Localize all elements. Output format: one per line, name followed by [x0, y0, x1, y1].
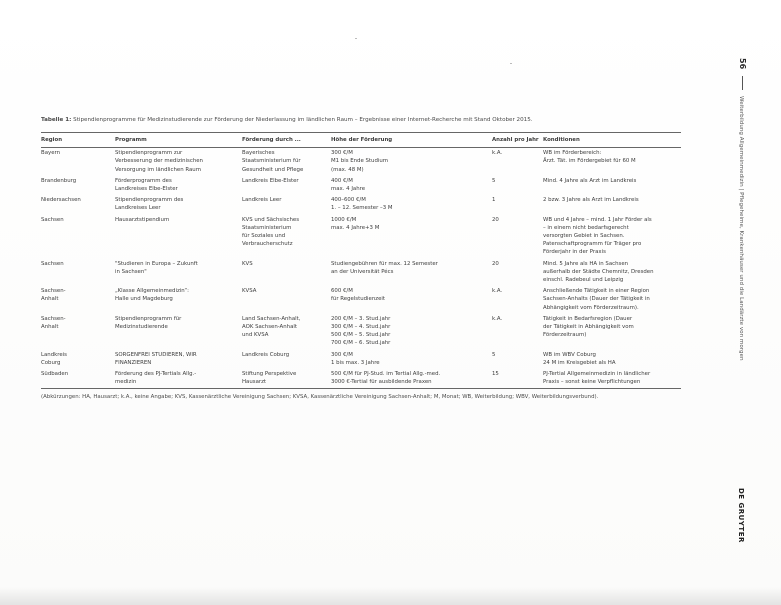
cell-anzahl: [492, 215, 543, 259]
table-caption: [41, 116, 681, 124]
cell-foerderung: [242, 215, 331, 259]
cell-line: Stipendienprogramm für: [115, 315, 182, 322]
cell-line: 200 €/M – 3. Stud.jahr: [331, 315, 391, 322]
cell-line: Niedersachsen: [41, 197, 81, 204]
cell-line: k.A.: [492, 315, 503, 322]
table-header-row: [41, 133, 681, 148]
cell-line: 5: [492, 177, 496, 184]
cell-line: Mind. 5 Jahre als HA in Sachsen: [543, 260, 629, 267]
cell-line: medizin: [115, 379, 137, 386]
page-number-rule: [742, 76, 743, 90]
cell-anzahl: [492, 195, 543, 214]
cell-line: "Studieren in Europa – Zukunft: [115, 260, 198, 267]
cell-line: Anschließende Tätigkeit in einer Region: [543, 288, 650, 295]
cell-anzahl: [492, 148, 543, 176]
cell-line: Ärzt. Tät. im Fördergebiet für 60 M: [543, 158, 636, 165]
table-row: [41, 148, 681, 176]
cell-line: Stipendienprogramm zur: [115, 150, 183, 157]
cell-region: [41, 176, 115, 195]
cell-line: Anhalt: [41, 296, 59, 303]
publisher-logo: DE GRUYTER: [737, 488, 745, 543]
cell-line: Bayerisches: [242, 150, 275, 157]
caption-label: Tabelle 1:: [41, 117, 72, 123]
cell-line: einschl. Radebeul und Leipzig: [543, 277, 624, 284]
table-footnote: (Abkürzungen: HA, Hausarzt; k.A., keine Angabe; KVS, Kassenärztliche Vereinigung Sachsen; KVSA, Kassenärztliche Vereinigung Sachsen-Anhalt; M, Monat; WB, Weiterbildung; WBV, Weiterbildungsverbund).: [41, 394, 599, 401]
cell-line: 500 €/M für PJ-Stud. im Tertial Allg.-med.: [331, 371, 441, 378]
cell-programm: [115, 215, 242, 259]
cell-line: Landkreises Leer: [115, 205, 161, 212]
cell-line: Förderjahr in der Praxis: [543, 249, 606, 256]
cell-programm: [115, 148, 242, 176]
scholarship-table: [41, 132, 681, 389]
cell-region: [41, 259, 115, 287]
cell-line: 20: [492, 216, 499, 223]
cell-konditionen: [543, 176, 681, 195]
caption-text: Stipendienprogramme für Medizinstudierende zur Förderung der Niederlassung im ländlichen Raum – Ergebnisse einer Internet-Recherche mit Stand Oktober 2015.: [73, 117, 533, 123]
table-row: [41, 215, 681, 259]
cell-line: Abhängigkeit vom Förderzeitraum).: [543, 304, 639, 311]
cell-line: PJ-Tertial Allgemeinmedizin in ländlicher: [543, 371, 651, 378]
cell-line: KVS: [242, 260, 253, 267]
cell-line: 500 €/M – 5. Stud.jahr: [331, 332, 391, 339]
cell-line: Bayern: [41, 150, 61, 157]
cell-programm: [115, 259, 242, 287]
cell-foerderung: [242, 314, 331, 350]
cell-hoehe: [331, 195, 492, 214]
cell-region: [41, 369, 115, 389]
cell-line: 2 bzw. 3 Jahre als Arzt im Landkreis: [543, 197, 639, 204]
cell-programm: [115, 176, 242, 195]
table-row: [41, 259, 681, 287]
cell-line: KVSA: [242, 288, 257, 295]
cell-line: Verbesserung der medizinischen: [115, 158, 203, 165]
cell-line: Sachsen: [41, 216, 64, 223]
table-row: [41, 350, 681, 369]
cell-line: 15: [492, 371, 499, 378]
cell-line: für Regelstudienzeit: [331, 296, 386, 303]
cell-anzahl: [492, 286, 543, 314]
cell-line: 400 €/M: [331, 177, 353, 184]
cell-foerderung: [242, 350, 331, 369]
cell-programm: [115, 350, 242, 369]
cell-foerderung: [242, 286, 331, 314]
cell-foerderung: [242, 369, 331, 389]
cell-programm: [115, 369, 242, 389]
cell-foerderung: [242, 195, 331, 214]
cell-foerderung: [242, 148, 331, 176]
cell-line: Staatsministerium: [242, 224, 292, 231]
cell-konditionen: [543, 215, 681, 259]
scan-speck: [355, 38, 357, 39]
scan-speck: [510, 63, 512, 64]
cell-line: und KVSA: [242, 332, 269, 339]
cell-programm: [115, 195, 242, 214]
table-block: [41, 116, 681, 402]
cell-line: Versorgung im ländlichen Raum: [115, 166, 201, 173]
cell-hoehe: [331, 259, 492, 287]
cell-line: 5: [492, 351, 496, 358]
cell-line: Verbraucherschutz: [242, 241, 293, 248]
cell-line: – in einem nicht bedarfsgerecht: [543, 224, 629, 231]
cell-line: FINANZIEREN: [115, 359, 152, 366]
cell-line: Landkreis: [41, 351, 67, 358]
cell-line: Hausarztstipendium: [115, 216, 170, 223]
cell-line: 300 €/M: [331, 150, 353, 157]
cell-region: [41, 195, 115, 214]
cell-line: 1000 €/M: [331, 216, 357, 223]
cell-line: Förderzeitraum): [543, 332, 587, 339]
cell-line: Sachsen-: [41, 288, 66, 295]
cell-region: [41, 148, 115, 176]
cell-konditionen: [543, 259, 681, 287]
cell-anzahl: [492, 369, 543, 389]
cell-line: 3000 €-Tertial für ausbildende Praxen: [331, 379, 432, 386]
page-bottom-shadow: [0, 587, 781, 605]
cell-line: in Sachsen": [115, 268, 147, 275]
cell-line: k.A.: [492, 288, 503, 295]
cell-line: Brandenburg: [41, 177, 77, 184]
cell-line: SORGENFREI STUDIEREN, WIR: [115, 351, 197, 358]
cell-line: Landkreis Elbe-Elster: [242, 177, 299, 184]
header-hoehe: Höhe der Förderung: [331, 133, 492, 148]
cell-konditionen: [543, 314, 681, 350]
header-programm: Programm: [115, 133, 242, 148]
cell-line: WB im WBV Coburg: [543, 351, 596, 358]
header-foerderung: Förderung durch ...: [242, 133, 331, 148]
cell-hoehe: [331, 286, 492, 314]
cell-line: 300 €/M – 4. Stud.jahr: [331, 324, 391, 331]
cell-anzahl: [492, 176, 543, 195]
cell-line: (max. 48 M): [331, 166, 364, 173]
cell-line: Stiftung Perspektive: [242, 371, 297, 378]
cell-line: 20: [492, 260, 499, 267]
cell-line: Halle und Magdeburg: [115, 296, 173, 303]
cell-region: [41, 215, 115, 259]
cell-line: Sachsen-: [41, 315, 66, 322]
cell-foerderung: [242, 176, 331, 195]
cell-line: Coburg: [41, 359, 61, 366]
cell-hoehe: [331, 215, 492, 259]
cell-line: 24 M im Kreisgebiet als HA: [543, 359, 616, 366]
cell-line: 700 €/M – 6. Stud.jahr: [331, 340, 391, 347]
running-head: Weiterbildung Allgemeinmedizin | Pflegeheime, Krankenhäuser und die Landärzte von morgen: [738, 96, 744, 361]
cell-line: WB im Förderbereich:: [543, 150, 602, 157]
cell-line: 400–600 €/M: [331, 197, 366, 204]
cell-hoehe: [331, 314, 492, 350]
cell-hoehe: [331, 350, 492, 369]
table-row: [41, 369, 681, 389]
cell-anzahl: [492, 259, 543, 287]
cell-line: Mind. 4 Jahre als Arzt im Landkreis: [543, 177, 637, 184]
cell-region: [41, 286, 115, 314]
cell-line: Gesundheit und Pflege: [242, 166, 304, 173]
cell-konditionen: [543, 286, 681, 314]
cell-line: WB und 4 Jahre – mind. 1 Jahr Förder als: [543, 216, 652, 223]
cell-line: k.A.: [492, 150, 503, 157]
cell-line: max. 4 Jahre+3 M: [331, 224, 380, 231]
cell-line: versorgten Gebiet in Sachsen.: [543, 233, 625, 240]
cell-hoehe: [331, 369, 492, 389]
table-row: [41, 176, 681, 195]
cell-line: Hausarzt: [242, 379, 267, 386]
cell-hoehe: [331, 176, 492, 195]
cell-line: Medizinstudierende: [115, 324, 168, 331]
cell-line: Sachsen-Anhalts (Dauer der Tätigkeit in: [543, 296, 650, 303]
cell-line: Tätigkeit in Bedarfsregion (Dauer: [543, 315, 633, 322]
cell-line: KVS und Sächsisches: [242, 216, 300, 223]
page-number: 56: [738, 58, 747, 70]
cell-line: Sachsen: [41, 260, 64, 267]
cell-konditionen: [543, 350, 681, 369]
cell-konditionen: [543, 148, 681, 176]
header-anzahl: Anzahl pro Jahr: [492, 133, 543, 148]
cell-line: Landkreises Elbe-Elster: [115, 186, 178, 193]
cell-line: „Klasse Allgemeinmedizin“:: [115, 288, 189, 295]
cell-line: Stipendienprogramm des: [115, 197, 184, 204]
cell-line: für Soziales und: [242, 233, 286, 240]
cell-anzahl: [492, 350, 543, 369]
cell-line: AOK Sachsen-Anhalt: [242, 324, 297, 331]
cell-line: Studiengebühren für max. 12 Semester: [331, 260, 438, 267]
cell-line: 1 bis max. 3 Jahre: [331, 359, 380, 366]
cell-line: Landkreis Leer: [242, 197, 282, 204]
cell-line: 1. – 12. Semester –3 M: [331, 205, 393, 212]
cell-anzahl: [492, 314, 543, 350]
cell-line: Südbaden: [41, 371, 69, 378]
cell-line: M1 bis Ende Studium: [331, 158, 389, 165]
cell-line: der Tätigkeit in Abhängigkeit vom: [543, 324, 634, 331]
header-konditionen: Konditionen: [543, 133, 681, 148]
cell-konditionen: [543, 369, 681, 389]
cell-line: max. 4 Jahre: [331, 186, 366, 193]
cell-line: Landkreis Coburg: [242, 351, 290, 358]
cell-line: Staatsministerium für: [242, 158, 301, 165]
cell-line: an der Universität Pécs: [331, 268, 394, 275]
cell-region: [41, 350, 115, 369]
cell-line: 1: [492, 197, 496, 204]
table-row: [41, 286, 681, 314]
cell-hoehe: [331, 148, 492, 176]
cell-line: Förderung des PJ-Tertials Allg.-: [115, 371, 197, 378]
cell-line: Patenschaftprogramm für Träger pro: [543, 241, 642, 248]
cell-foerderung: [242, 259, 331, 287]
cell-konditionen: [543, 195, 681, 214]
cell-line: Förderprogramm des: [115, 177, 172, 184]
cell-line: 600 €/M: [331, 288, 353, 295]
cell-line: Praxis – sonst keine Verpflichtungen: [543, 379, 641, 386]
cell-line: außerhalb der Städte Chemnitz, Dresden: [543, 268, 654, 275]
table-row: [41, 314, 681, 350]
cell-line: Land Sachsen-Anhalt,: [242, 315, 301, 322]
header-region: Region: [41, 133, 115, 148]
cell-programm: [115, 286, 242, 314]
cell-programm: [115, 314, 242, 350]
table-body: [41, 148, 681, 389]
cell-region: [41, 314, 115, 350]
table-row: [41, 195, 681, 214]
cell-line: Anhalt: [41, 324, 59, 331]
cell-line: 300 €/M: [331, 351, 353, 358]
